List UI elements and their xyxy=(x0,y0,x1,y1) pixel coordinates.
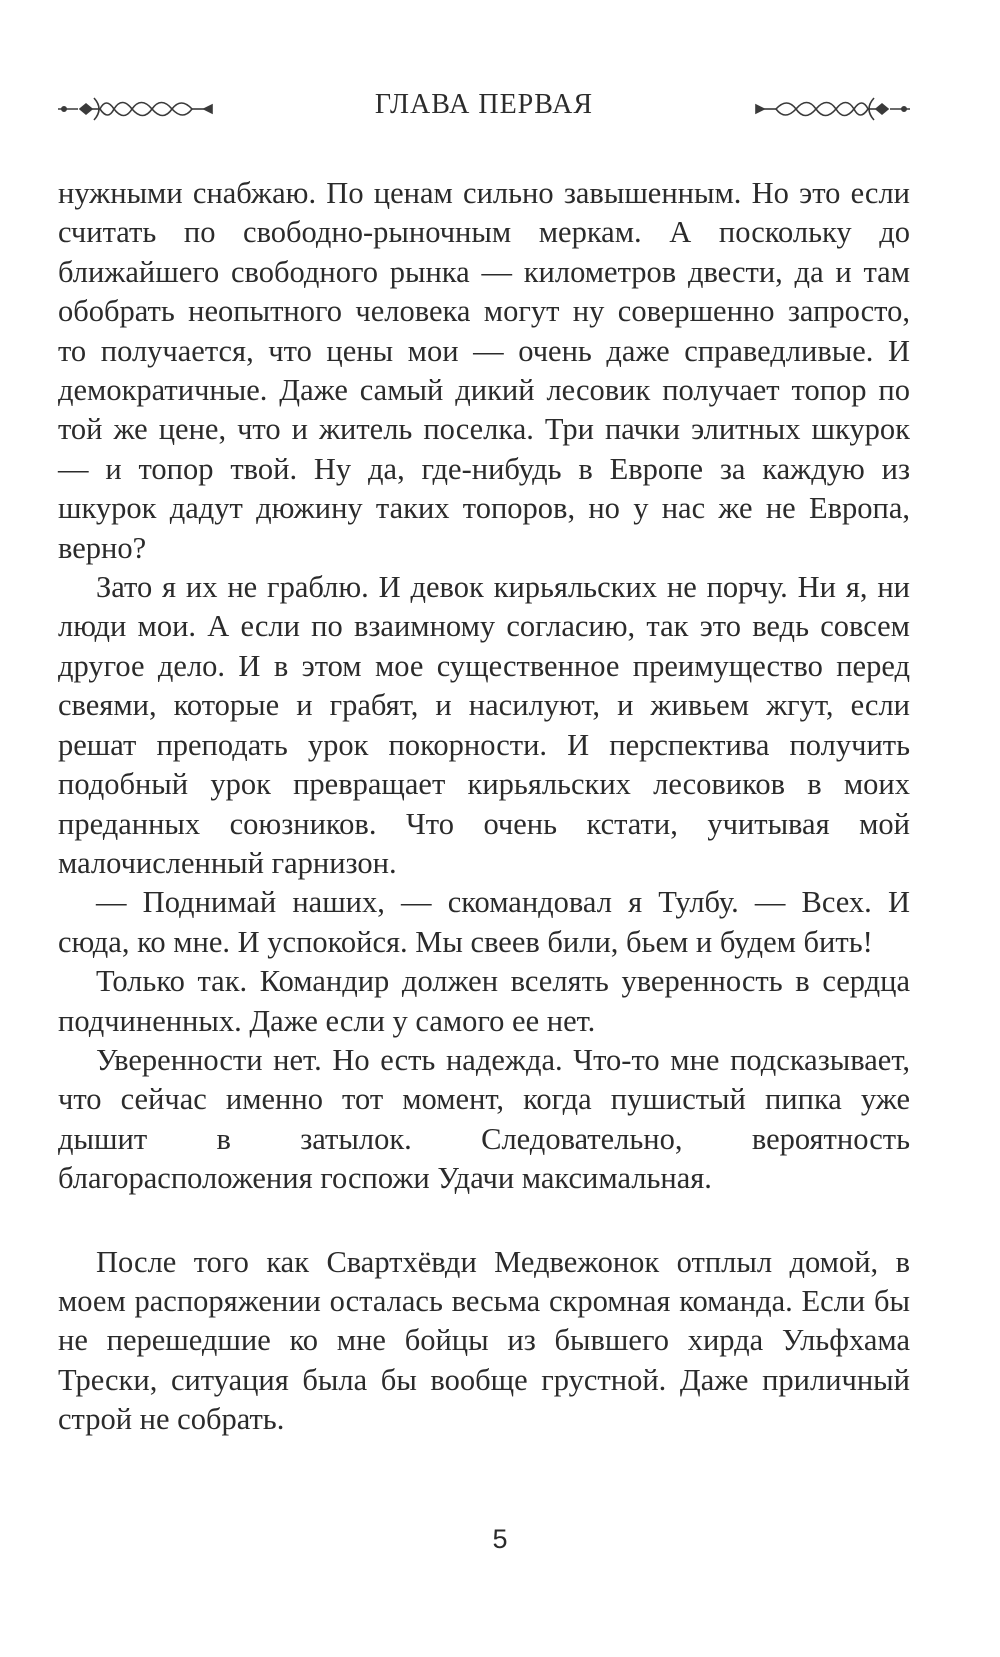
section-break xyxy=(58,1199,910,1243)
body-text xyxy=(58,174,910,1440)
dialog-paragraph: — Поднимай наших, — скомандовал я Тулбу. — Всех. И сюда, ко мне. И успокойся. Мы свеев били, бьем и будем бить! xyxy=(58,885,910,959)
running-header xyxy=(58,84,910,134)
chapter-title: ГЛАВА ПЕРВАЯ xyxy=(374,89,594,120)
paragraph: Уверенности нет. Но есть надежда. Что-то мне подсказывает, что сейчас именно тот момент, когда пушистый пипка уже дышит в затылок. Следовательно, вероятность благорасположения госпожи Удачи максимальная. xyxy=(58,1042,910,1196)
paragraph: нужными снабжаю. По ценам сильно завышенным. Но это если считать по свободно-рыночным меркам. А поскольку до ближайшего свободного рынка — километров двести, да и там обобрать неопытного человека могут ну совершенно запросто, то получается, что цены мои — очень даже справедливые. И демократичные. Даже самый дикий лесовик получает топор по той же цене, что и житель поселка. Три пачки элитных шкурок — и топор твой. Ну да, где-нибудь в Европе за каждую из шкурок дадут дюжину таких топоров, но у нас же не Европа, верно? xyxy=(58,176,910,565)
paragraph: Только так. Командир должен вселять уверенность в сердца подчиненных. Даже если у самого ее нет. xyxy=(58,964,910,1038)
paragraph: Зато я их не граблю. И девок кирьяльских не порчу. Ни я, ни люди мои. А если по взаимному согласию, так это ведь совсем другое дело. И в этом мое существенное преимущество перед свеями, которые и грабят, и насилуют, и живьем жгут, если решат преподать урок покорности. И перспектива получить подобный урок превращает кирьяльских лесовиков в моих преданных союзников. Что очень кстати, учитывая мой малочисленный гарнизон. xyxy=(58,570,910,880)
paragraph: После того как Свартхёвди Медвежонок отплыл домой, в моем распоряжении осталась весьма скромная команда. Если бы не перешедшие ко мне бойцы из бывшего хирда Ульфхама Трески, ситуация была бы вообще грустной. Даже приличный строй не собрать. xyxy=(58,1244,910,1437)
ornament-right-icon xyxy=(750,94,910,124)
page-number: 5 xyxy=(492,1524,508,1554)
